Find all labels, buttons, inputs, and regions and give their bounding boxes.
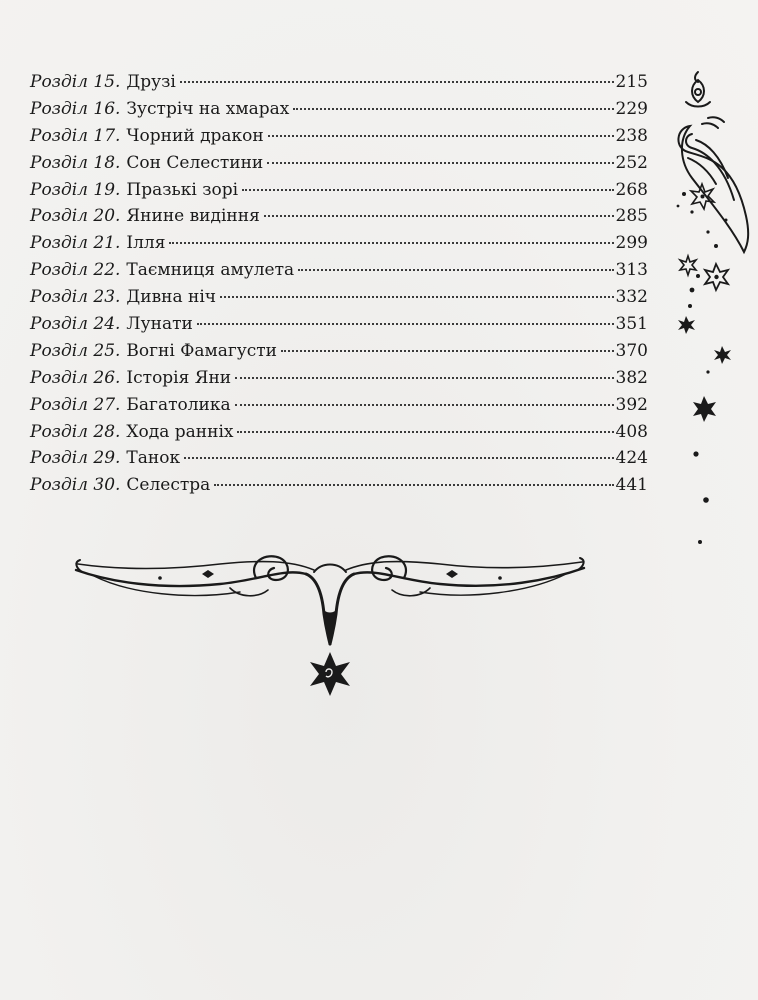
chapter-title: Зустріч на хмарах xyxy=(126,98,290,119)
chapter-number: Розділ 29. xyxy=(30,448,121,469)
page-number: 382 xyxy=(615,367,648,388)
dot-leader xyxy=(169,242,613,244)
chapter-title: Сон Селестини xyxy=(126,152,264,173)
dot-leader xyxy=(235,377,613,379)
dot-leader xyxy=(264,215,614,217)
toc-entry xyxy=(30,448,648,475)
paisley-star-trail-icon xyxy=(668,66,758,556)
table-of-contents xyxy=(30,72,648,502)
chapter-title: Дивна ніч xyxy=(126,287,217,308)
chapter-number: Розділ 24. xyxy=(30,314,121,335)
toc-entry xyxy=(30,341,648,368)
chapter-title: Хода ранніх xyxy=(126,421,234,442)
chapter-title: Історія Яни xyxy=(126,367,232,388)
dot-leader xyxy=(197,323,614,325)
chapter-number: Розділ 21. xyxy=(30,233,121,254)
page-number: 441 xyxy=(615,475,648,496)
toc-entry xyxy=(30,153,648,180)
chapter-title: Лунати xyxy=(126,314,193,335)
dot-leader xyxy=(180,81,614,83)
toc-entry xyxy=(30,260,648,287)
chapter-title: Янине видіння xyxy=(126,206,260,227)
page-number: 252 xyxy=(615,152,648,173)
page-number: 332 xyxy=(615,287,648,308)
chapter-number: Розділ 16. xyxy=(30,98,121,119)
page-number: 215 xyxy=(615,72,648,92)
toc-entry xyxy=(30,72,648,99)
page-number: 351 xyxy=(615,314,648,335)
chapter-number: Розділ 22. xyxy=(30,260,121,281)
chapter-title: Друзі xyxy=(126,72,176,92)
chapter-title: Таємниця амулета xyxy=(126,260,295,281)
chapter-title: Вогні Фамагусти xyxy=(126,340,277,361)
chapter-title: Ілля xyxy=(126,233,166,254)
page-number: 268 xyxy=(615,179,648,200)
dot-leader xyxy=(298,269,613,271)
chapter-number: Розділ 30. xyxy=(30,475,121,496)
toc-entry xyxy=(30,126,648,153)
toc-entry xyxy=(30,99,648,126)
chapter-number: Розділ 18. xyxy=(30,152,121,173)
dot-leader xyxy=(237,431,613,433)
chapter-title: Селестра xyxy=(126,475,211,496)
dot-leader xyxy=(220,296,614,298)
chapter-number: Розділ 26. xyxy=(30,367,121,388)
page-number: 299 xyxy=(615,233,648,254)
chapter-title: Танок xyxy=(126,448,181,469)
dot-leader xyxy=(184,457,613,459)
toc-entry xyxy=(30,233,648,260)
dot-leader xyxy=(293,108,613,110)
page-number: 229 xyxy=(615,98,648,119)
page-number: 408 xyxy=(615,421,648,442)
chapter-number: Розділ 17. xyxy=(30,125,121,146)
dot-leader xyxy=(281,350,614,352)
swirl-divider-with-star-icon xyxy=(70,548,590,708)
chapter-number: Розділ 19. xyxy=(30,179,121,200)
chapter-number: Розділ 28. xyxy=(30,421,121,442)
page-number: 238 xyxy=(615,125,648,146)
page-number: 424 xyxy=(615,448,648,469)
toc-entry xyxy=(30,395,648,422)
chapter-number: Розділ 23. xyxy=(30,287,121,308)
toc-entry xyxy=(30,368,648,395)
page-number: 370 xyxy=(615,340,648,361)
dot-leader xyxy=(235,404,614,406)
chapter-number: Розділ 27. xyxy=(30,394,121,415)
toc-entry xyxy=(30,475,648,502)
page-number: 285 xyxy=(615,206,648,227)
chapter-number: Розділ 15. xyxy=(30,72,121,92)
dot-leader xyxy=(242,189,613,191)
page-number: 392 xyxy=(615,394,648,415)
chapter-title: Празькі зорі xyxy=(126,179,239,200)
toc-entry xyxy=(30,206,648,233)
toc-entry xyxy=(30,422,648,449)
dot-leader xyxy=(214,484,613,486)
toc-entry xyxy=(30,314,648,341)
toc-entry xyxy=(30,287,648,314)
chapter-number: Розділ 20. xyxy=(30,206,121,227)
chapter-title: Чорний дракон xyxy=(126,125,264,146)
dot-leader xyxy=(268,135,614,137)
chapter-title: Багатолика xyxy=(126,394,231,415)
page-number: 313 xyxy=(615,260,648,281)
dot-leader xyxy=(267,162,613,164)
chapter-number: Розділ 25. xyxy=(30,340,121,361)
toc-entry xyxy=(30,180,648,207)
